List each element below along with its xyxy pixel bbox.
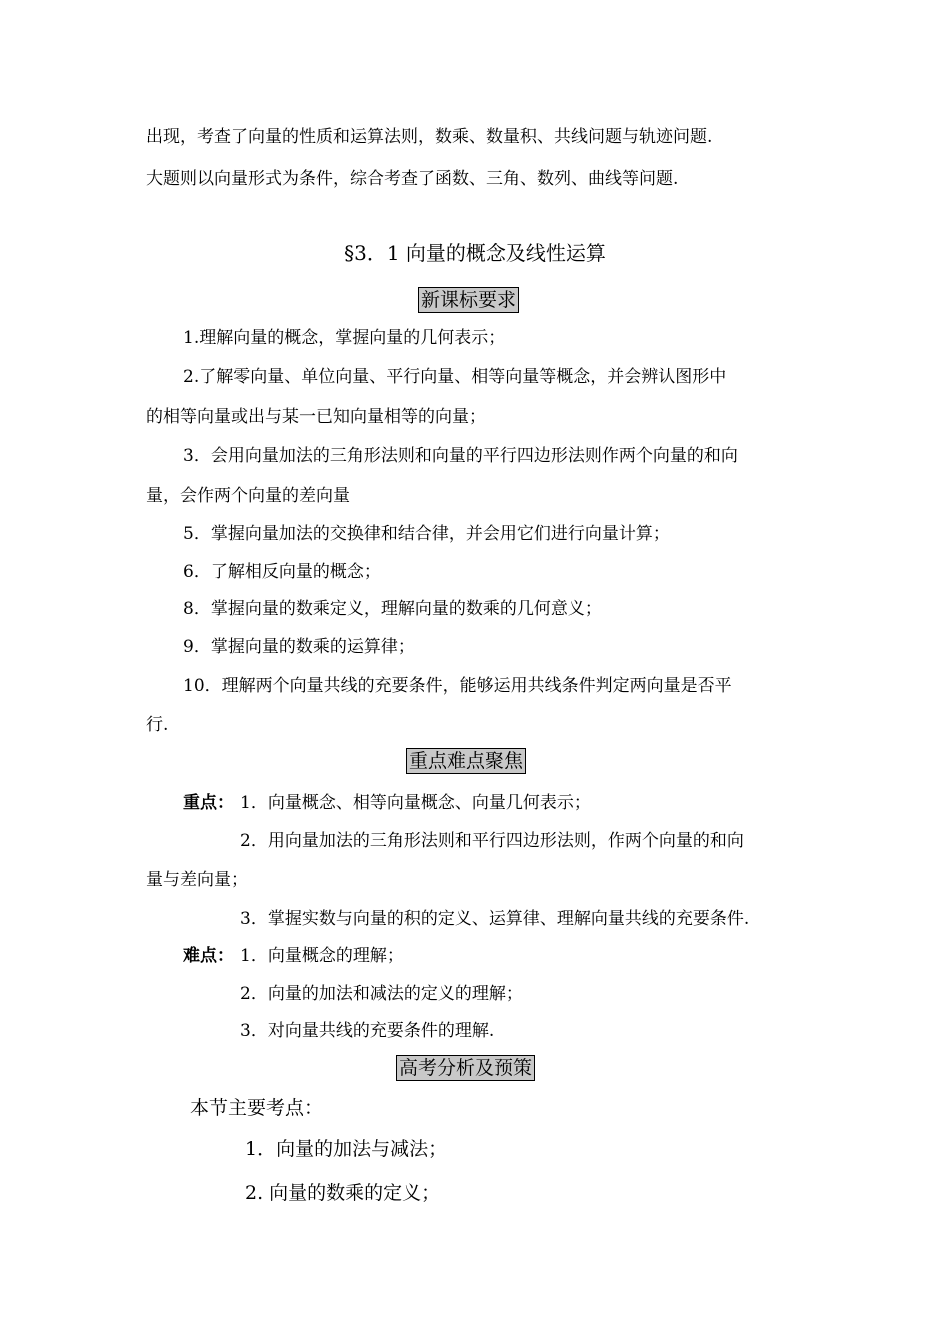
intro-line-2: 大题则以向量形式为条件，综合考查了函数、三角、数列、曲线等问题. (146, 169, 679, 189)
key-point-item: 量与差向量； (146, 870, 248, 890)
section-title: §3．1 向量的概念及线性运算 (344, 241, 606, 265)
requirements-heading: 新课标要求 (418, 287, 519, 313)
key-point-item: 1．向量概念、相等向量概念、向量几何表示； (240, 793, 591, 813)
requirement-item: 1.理解向量的概念，掌握向量的几何表示； (183, 328, 506, 348)
requirement-item: 2.了解零向量、单位向量、平行向量、相等向量等概念，并会辨认图形中 (183, 367, 727, 387)
requirement-item: 的相等向量或出与某一已知向量相等的向量； (146, 407, 486, 427)
key-point-item: 3．掌握实数与向量的积的定义、运算律、理解向量共线的充要条件. (240, 909, 750, 929)
difficult-point-item: 3．对向量共线的充要条件的理解. (240, 1021, 495, 1041)
requirement-item: 9．掌握向量的数乘的运算律； (183, 637, 415, 657)
exam-item: 1．向量的加法与减法； (245, 1138, 448, 1160)
requirement-item: 行. (146, 715, 169, 735)
requirement-item: 10．理解两个向量共线的充要条件，能够运用共线条件判定两向量是否平 (183, 676, 732, 696)
difficult-point-item: 2．向量的加法和减法的定义的理解； (240, 984, 523, 1004)
key-points-label: 重点： (183, 793, 234, 813)
focus-heading: 重点难点聚焦 (406, 748, 526, 774)
exam-item: 2. 向量的数乘的定义； (245, 1182, 441, 1204)
intro-line-1: 出现，考查了向量的性质和运算法则，数乘、数量积、共线问题与轨迹问题. (146, 127, 713, 147)
exam-heading: 高考分析及预策 (396, 1055, 535, 1081)
requirement-item: 5．掌握向量加法的交换律和结合律，并会用它们进行向量计算； (183, 524, 670, 544)
difficult-point-item: 1．向量概念的理解； (240, 946, 404, 966)
requirement-item: 3．会用向量加法的三角形法则和向量的平行四边形法则作两个向量的和向 (183, 446, 738, 466)
requirement-item: 8．掌握向量的数乘定义，理解向量的数乘的几何意义； (183, 599, 602, 619)
requirement-item: 6．了解相反向量的概念； (183, 562, 381, 582)
difficult-points-label: 难点： (183, 946, 234, 966)
key-point-item: 2．用向量加法的三角形法则和平行四边形法则，作两个向量的和向 (240, 831, 744, 851)
exam-intro: 本节主要考点： (190, 1097, 324, 1119)
requirement-item: 量，会作两个向量的差向量 (146, 486, 350, 506)
